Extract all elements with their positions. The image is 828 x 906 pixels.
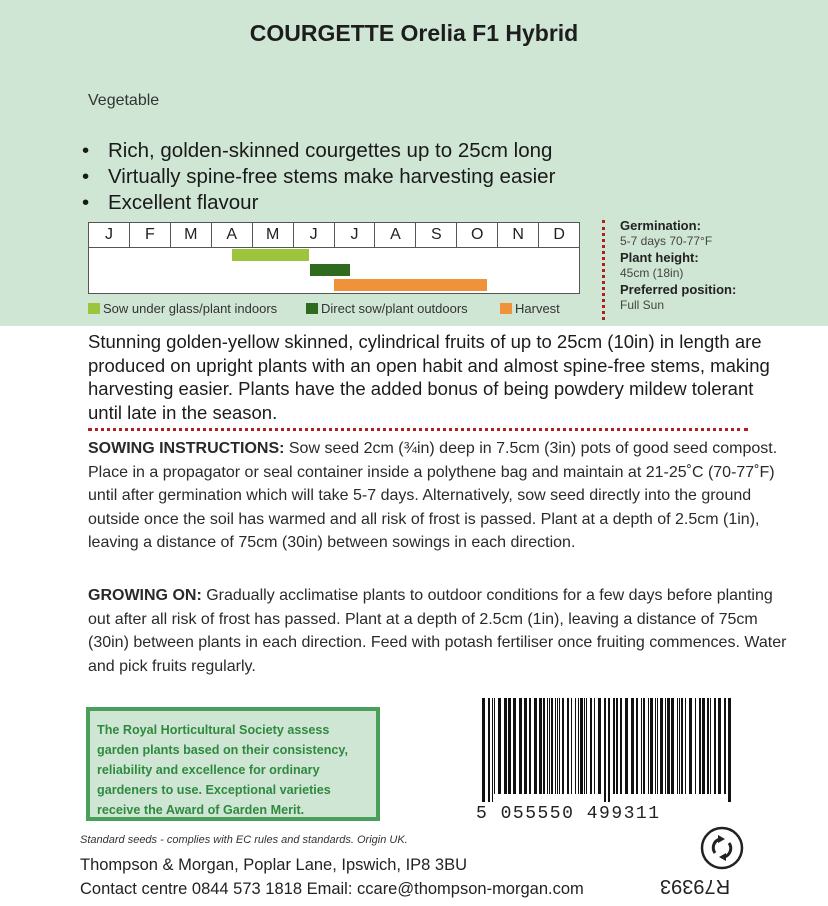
barcode-bar [681,698,683,794]
barcode-bar [513,698,516,794]
barcode-bar [598,698,601,794]
sowing-heading: SOWING INSTRUCTIONS: [88,440,285,457]
growing-info [620,218,825,314]
barcode-bar [482,698,485,802]
product-description: Stunning golden-yellow skinned, cylindrical fruits of up to 25cm (10in) in length are produced on upright plants with an open habit and almost spine-free stems, making harvesting easier. Plants have the added bonus of being powdery mildew tolerant until late in the season. [88,331,770,423]
barcode-bar [590,698,592,794]
calendar-month: D [553,226,565,243]
barcode-bar [636,698,638,794]
barcode-bar [567,698,569,794]
germination-value: 5-7 days 70-77°F [620,234,713,248]
legend-direct-sow: Direct sow/plant outdoors [306,301,468,316]
barcode-bar [679,698,680,794]
barcode-number: 5 055550 499311 [476,804,661,824]
barcode-bar [498,698,501,794]
barcode-bar [648,698,649,794]
feature-list [82,138,555,216]
barcode-bar [702,698,705,794]
barcode-bar [488,698,490,802]
calendar-month: M [253,223,294,247]
barcode-bar [643,698,645,794]
barcode-bar [529,698,531,794]
barcode-bar [578,698,579,794]
barcode-bar [728,698,731,802]
barcode-bar [631,698,634,794]
barcode-bar [650,698,653,794]
calendar-month: F [130,223,171,247]
barcode-bar [547,698,548,794]
calendar-months [89,223,579,248]
calendar-month: J [294,223,335,247]
barcode-bar [625,698,628,794]
barcode-bar [519,698,522,794]
barcode-bar [557,698,558,794]
barcode-bar [714,698,716,794]
calendar-month: J [89,223,130,247]
barcode-bar [620,698,622,794]
barcode-bar [685,698,686,794]
standards-note: Standard seeds - complies with EC rules and standards. Origin UK. [80,834,408,846]
barcode-bar [549,698,550,794]
feature-item: • Virtually spine-free stems make harvesting easier [82,164,555,190]
barcode-bar [699,698,701,794]
barcode-bar [571,698,572,794]
contact-line: Contact centre 0844 573 1818 Email: ccare@thompson-morgan.com [80,880,584,898]
info-divider [602,220,605,320]
legend-swatch [306,303,318,314]
barcode-bar [724,698,726,794]
barcode-bar [562,698,564,794]
feature-item: • Rich, golden-skinned courgettes up to 25cm long [82,138,555,164]
barcode-bar [604,698,606,802]
growing-text: Gradually acclimatise plants to outdoor conditions for a few days before planting out after all risk of frost has passed. Plant at a depth of 2.5cm (1in), leaving a distance of 75cm (30in) between plants in each direction. Feed with potash fertiliser once fruiting commences. Water and pick fruits regularly. [88,587,787,675]
recycle-icon [700,826,744,870]
barcode-bar [586,698,587,794]
sowing-instructions [88,437,798,555]
barcode-bar [616,698,618,794]
calendar-month: J [335,223,376,247]
barcode-bar [655,698,656,794]
barcode-bar [665,698,666,794]
barcode-bar [508,698,511,794]
barcode-bar [667,698,670,794]
barcode-bar [492,698,493,802]
section-divider [88,428,748,431]
sowing-text: Sow seed 2cm (¾in) deep in 7.5cm (3in) pots of good seed compost. Place in a propagator or seal container inside a polythene bag and maintain at 21-25˚C (70-77˚F) until after germination which will take 5-7 days. Alternatively, sow seed directly into the ground outside once the soil has warmed and all risk of frost is passed. Plant at a depth of 2.5cm (1in), leaving a distance of 75cm (30in) between sowings in each direction. [88,440,778,551]
barcode-bar [594,698,595,794]
legend-sow-indoors: Sow under glass/plant indoors [88,301,277,316]
calendar-month: S [416,223,457,247]
barcode-bar [551,698,553,794]
growing-heading: GROWING ON: [88,587,202,604]
barcode-bar [534,698,537,794]
growing-on [88,584,798,678]
feature-item: • Excellent flavour [82,190,555,216]
barcode-bar [695,698,696,794]
barcode-bar [580,698,583,794]
barcode-bar [575,698,576,794]
barcode [476,694,736,829]
position-label: Preferred position: [620,282,737,297]
calendar-month: A [375,223,416,247]
calendar-period-bar [232,249,310,261]
calendar-period-bar [310,264,351,276]
barcode-bar [543,698,545,794]
germination-label: Germination: [620,218,701,233]
position-value: Full Sun [620,298,665,312]
product-code: R79393 [660,875,731,897]
barcode-bar [559,698,560,794]
calendar-period-bar [334,279,487,291]
product-category: Vegetable [88,92,160,109]
barcode-bar [494,698,495,794]
barcode-bars [476,694,736,802]
barcode-bar [504,698,507,794]
barcode-bar [657,698,658,794]
legend-swatch [500,303,512,314]
barcode-bar [613,698,615,794]
plant-height-label: Plant height: [620,250,699,265]
sowing-calendar [88,222,580,294]
barcode-bar [641,698,642,794]
barcode-bar [707,698,709,794]
calendar-month: N [498,223,539,247]
barcode-bar [689,698,692,794]
rhs-info-box: The Royal Horticultural Society assess garden plants based on their consistency, reliability and excellence for ordinary gardeners to use. Exceptional varieties receive the Award of Garden Merit. [86,707,380,821]
barcode-bar [555,698,556,794]
barcode-bar [539,698,542,794]
barcode-bar [660,698,663,794]
legend-swatch [88,303,100,314]
calendar-month: M [171,223,212,247]
barcode-bar [710,698,711,794]
barcode-bar [524,698,527,794]
legend-harvest: Harvest [500,301,560,316]
barcode-bar [718,698,721,794]
barcode-bar [671,698,674,794]
company-address: Thompson & Morgan, Poplar Lane, Ipswich, IP8 3BU [80,856,468,874]
calendar-month: O [457,223,498,247]
barcode-bar [677,698,678,794]
calendar-month: A [212,223,253,247]
plant-height-value: 45cm (18in) [620,266,684,280]
barcode-bar [584,698,585,794]
barcode-bar [608,698,610,802]
product-title: COURGETTE Orelia F1 Hybrid [249,20,579,46]
